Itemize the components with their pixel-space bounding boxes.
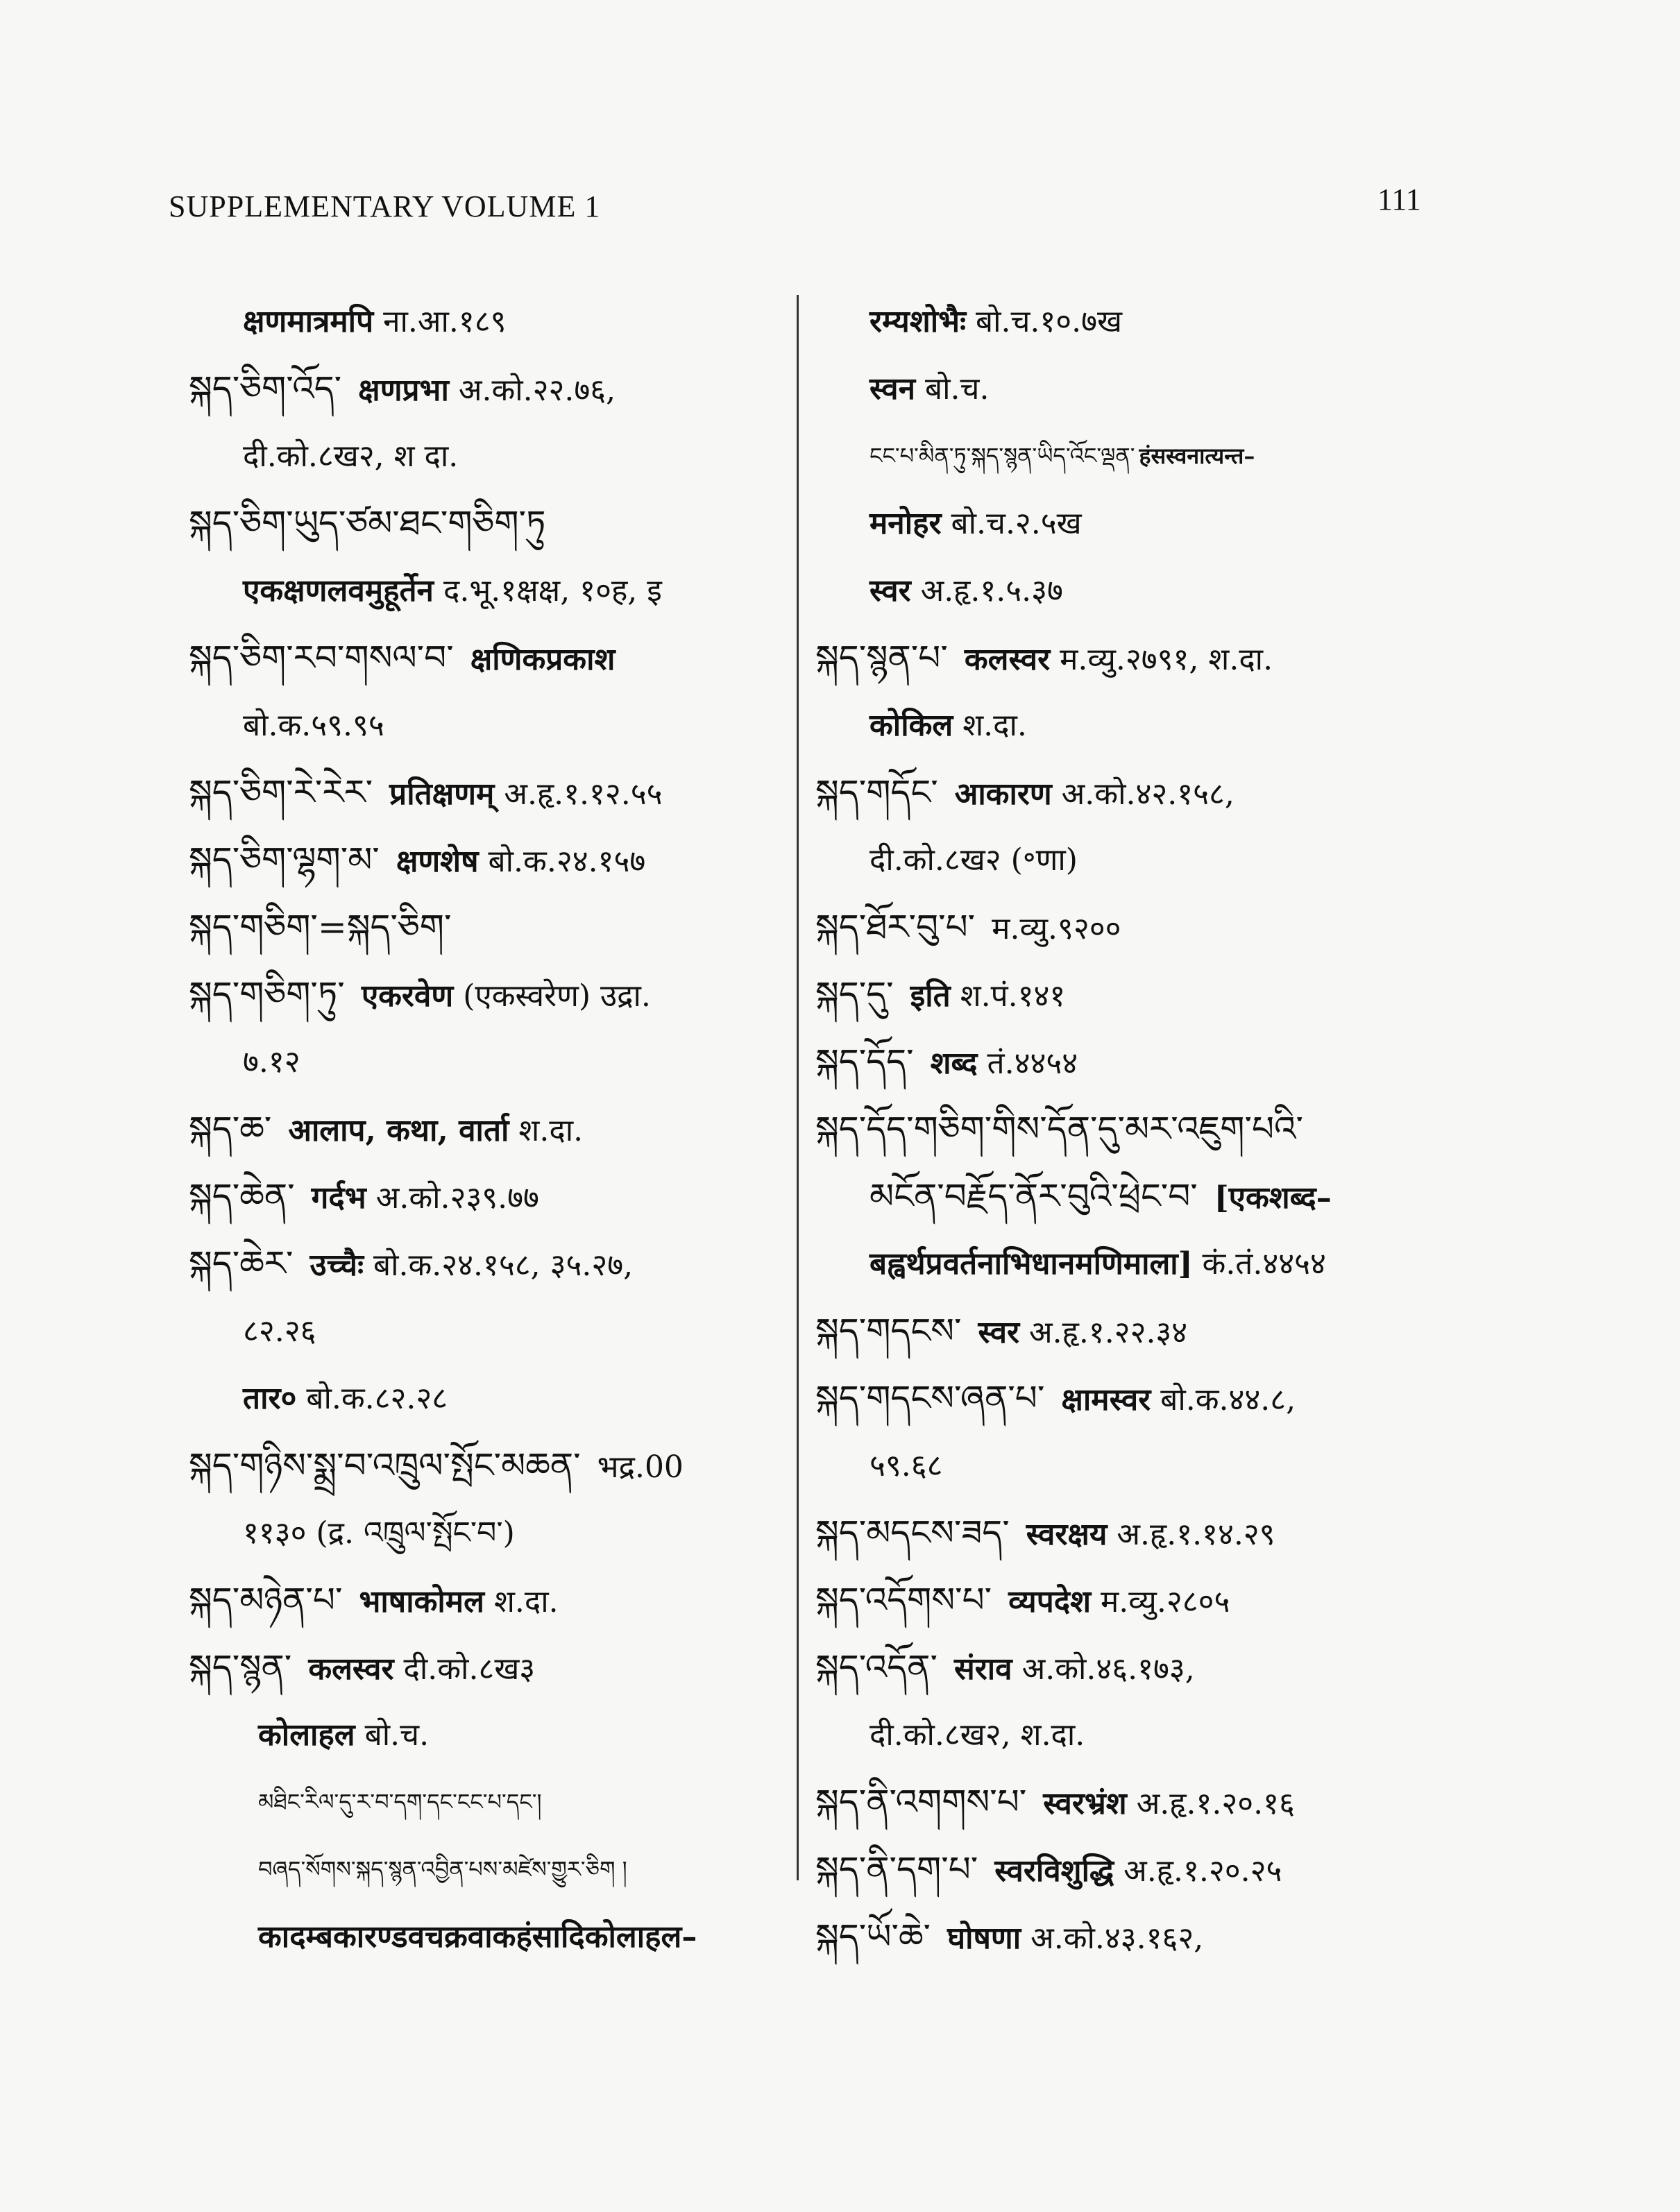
entry-line: [189, 1298, 786, 1365]
entry-line: [189, 1499, 786, 1567]
sanskrit-equivalent: हंसस्वनात्यन्त–: [1139, 443, 1255, 469]
tibetan-headword: སྐད་ཅིག་རེ་རེར་: [189, 772, 373, 813]
entry-line: [189, 1432, 786, 1499]
reference: अ.हृ.१.५.३७: [920, 573, 1063, 609]
entry-line: [189, 557, 786, 624]
sanskrit-equivalent: शब्द: [930, 1046, 978, 1081]
reference: तं.४४५४: [987, 1046, 1078, 1081]
entry-line: [815, 557, 1509, 624]
tibetan-headword: མངོན་བརྗོད་ནོར་བུའི་ཕྲེང་བ་: [869, 1176, 1198, 1216]
entry-line: [189, 624, 786, 692]
entry-line: [815, 1096, 1509, 1163]
entry-line: [815, 1903, 1509, 1971]
column-divider: [797, 295, 799, 1880]
reference: (एकस्वरेण) उद्रा.: [463, 978, 651, 1014]
sanskrit-equivalent: क्षणमात्रमपि: [243, 304, 374, 339]
sanskrit-equivalent: कलस्वर: [308, 1651, 394, 1687]
tibetan-headword: སྐད་ནི་འགགས་པ་: [815, 1782, 1027, 1822]
tibetan-headword: སྐད་གཅིག་=སྐད་ཅིག་: [189, 907, 452, 947]
entry-line: [189, 759, 786, 826]
entry-line: [189, 1365, 786, 1432]
entry-line: [189, 490, 786, 557]
entry-line: [189, 894, 786, 961]
entry-line: [815, 1836, 1509, 1903]
entry-line: [815, 490, 1509, 557]
entry-line: [189, 1634, 786, 1701]
sanskrit-equivalent: उच्चैः: [309, 1248, 364, 1283]
entry-line: [189, 1028, 786, 1096]
reference: भद्र.00: [597, 1449, 684, 1485]
sanskrit-equivalent: स्वर: [978, 1315, 1020, 1350]
sanskrit-equivalent: [एकशब्द–: [1214, 1180, 1332, 1216]
tibetan-headword: སྐད་ཅིག་འོད་: [189, 368, 342, 409]
sanskrit-equivalent: स्वरविशुद्धि: [994, 1853, 1114, 1889]
entry-line: [815, 894, 1509, 961]
reference: बो.च.: [364, 1717, 430, 1753]
sanskrit-equivalent: स्वन: [869, 371, 915, 407]
reference: अ.हृ.१.२२.३४: [1029, 1315, 1188, 1350]
sanskrit-equivalent: आकारण: [954, 776, 1052, 812]
entry-line: [815, 759, 1509, 826]
reference: अ.हृ.१.१४.२९: [1117, 1517, 1275, 1552]
reference: दी.को.८ख२ (॰णा): [869, 842, 1078, 878]
reference: म.व्यु.२७९१, श.दा.: [1060, 642, 1273, 677]
reference: अ.को.४२.१५८,: [1061, 776, 1234, 812]
sanskrit-equivalent: इति: [910, 978, 951, 1014]
reference: ११३० (द्र. འཁྲུལ་སྤོང་བ་): [243, 1515, 515, 1551]
reference: बो.क.८२.२८: [306, 1381, 448, 1416]
tibetan-headword: སྐད་མདངས་ཟད་: [815, 1513, 1010, 1553]
tibetan-headword: སྐད་ཅིག་ལྷག་མ་: [189, 840, 380, 880]
entry-line: [815, 1567, 1509, 1634]
page-number: 111: [1377, 182, 1421, 216]
entry-line: [815, 1365, 1509, 1432]
sanskrit-equivalent: क्षणशेष: [396, 844, 479, 879]
right-column: [815, 288, 1509, 1971]
reference: कं.तं.४४५४: [1202, 1246, 1326, 1282]
running-head: SUPPLEMENTARY VOLUME 1: [169, 189, 601, 223]
sanskrit-equivalent: स्वरक्षय: [1026, 1517, 1108, 1552]
entry-line: [189, 1701, 786, 1769]
sanskrit-equivalent: व्यपदेश: [1008, 1584, 1091, 1619]
reference: श.पं.१४१: [960, 978, 1066, 1014]
entry-line: [815, 961, 1509, 1028]
sanskrit-equivalent: गर्दभ: [311, 1180, 366, 1216]
reference: མཐིང་རིལ་དུ་ར་བ་དག་དང་ངང་པ་དང་།: [258, 1789, 542, 1815]
sanskrit-equivalent: एकक्षणलवमुहूर्तेन: [243, 573, 434, 609]
reference: बो.क.२४.१५८, ३५.२७,: [373, 1248, 634, 1283]
sanskrit-equivalent: बह्वर्थप्रवर्तनाभिधानमणिमाला]: [869, 1246, 1193, 1282]
reference: श.दा.: [493, 1584, 559, 1619]
tibetan-headword: སྐད་གདངས་: [815, 1311, 962, 1351]
reference: अ.को.४६.१७३,: [1021, 1651, 1195, 1687]
entry-line: [815, 1499, 1509, 1567]
reference: बो.च.१०.७ख: [975, 304, 1123, 339]
tibetan-headword: སྐད་ཆེན་: [189, 1176, 295, 1216]
tibetan-headword: སྐད་ཡོ་ཆེ་: [815, 1916, 931, 1957]
sanskrit-equivalent: क्षामस्वर: [1061, 1382, 1151, 1418]
sanskrit-equivalent: प्रतिक्षणम्: [389, 776, 495, 812]
tibetan-headword: སྐད་གདངས་ཞན་པ་: [815, 1378, 1045, 1418]
left-column: [189, 288, 786, 1971]
sanskrit-equivalent: क्षणिकप्रकाश: [470, 642, 616, 677]
sanskrit-equivalent: कोलाहल: [258, 1717, 355, 1753]
reference: བཞད་སོགས་སྐད་སྙན་འབྱིན་པས་མཛེས་གྱུར་ཅིག །: [258, 1856, 627, 1882]
entry-line: [189, 1836, 786, 1903]
tibetan-headword: སྐད་མཉེན་པ་: [189, 1580, 343, 1620]
reference: अ.को.२२.७६,: [458, 373, 616, 408]
sanskrit-equivalent: क्षणप्रभा: [358, 373, 449, 408]
reference: म.व्यु.२८०५: [1101, 1584, 1230, 1619]
sanskrit-equivalent: संराव: [954, 1651, 1012, 1687]
reference: अ.हृ.१.२०.२५: [1123, 1853, 1282, 1889]
entry-line: [189, 288, 786, 355]
entry-line: [815, 423, 1509, 490]
entry-line: [815, 1028, 1509, 1096]
entry-line: [189, 355, 786, 423]
reference: श.दा.: [962, 708, 1027, 743]
reference: दी.को.८ख२, श.दा.: [869, 1717, 1085, 1753]
tibetan-headword: སྐད་དོད་: [815, 1041, 914, 1082]
entry-line: [189, 1903, 786, 1971]
reference: बो.क.२४.१५७: [488, 844, 646, 879]
reference: बो.च.: [925, 371, 990, 407]
entry-line: [815, 355, 1509, 423]
reference: दी.को.८ख३: [403, 1651, 536, 1687]
entry-line: [815, 1163, 1509, 1230]
entry-line: [189, 1769, 786, 1836]
reference: ངང་པ་མིན་ཏུ་སྐད་སྙན་ཡིད་འོང་ལྡན་: [869, 443, 1135, 469]
entry-line: [189, 826, 786, 894]
tibetan-headword: སྐད་གདོང་: [815, 772, 938, 813]
tibetan-headword: སྐད་འདོགས་པ་: [815, 1580, 992, 1620]
entry-line: [189, 961, 786, 1028]
sanskrit-equivalent: भाषाकोमल: [359, 1584, 484, 1619]
entry-line: [815, 1230, 1509, 1298]
reference: ५९.६८: [869, 1448, 943, 1483]
entry-line: [815, 1769, 1509, 1836]
tibetan-headword: སྐད་ནི་དག་པ་: [815, 1849, 978, 1889]
sanskrit-equivalent: आलाप, कथा, वार्ता: [288, 1113, 509, 1148]
sanskrit-equivalent: कोकिल: [869, 708, 953, 743]
sanskrit-equivalent: तार०: [243, 1381, 297, 1416]
sanskrit-equivalent: स्वर: [869, 573, 911, 609]
entry-line: [815, 624, 1509, 692]
sanskrit-equivalent: घोषणा: [947, 1921, 1021, 1956]
tibetan-headword: སྐད་དུ་: [815, 974, 894, 1014]
sanskrit-equivalent: मनोहर: [869, 506, 942, 541]
sanskrit-equivalent: रम्यशोभैः: [869, 304, 966, 339]
entry-line: [815, 692, 1509, 759]
reference: ना.आ.१८९: [383, 304, 507, 339]
tibetan-headword: སྐད་ཆ་: [189, 1109, 272, 1149]
tibetan-headword: སྐད་འདོན་: [815, 1647, 937, 1687]
reference: श.दा.: [518, 1113, 584, 1148]
tibetan-headword: སྐད་ཐོར་བུ་པ་: [815, 907, 976, 947]
sanskrit-equivalent: एकरवेण: [361, 978, 454, 1014]
entry-line: [189, 1230, 786, 1298]
tibetan-headword: སྐད་གཅིག་ཏུ་: [189, 974, 345, 1014]
reference: बो.क.४४.८,: [1160, 1382, 1296, 1418]
reference: अ.हृ.१.१२.५५: [504, 776, 663, 812]
entry-line: [815, 1432, 1509, 1499]
entry-line: [189, 1096, 786, 1163]
reference: ७.१२: [243, 1044, 300, 1080]
entry-line: [189, 423, 786, 490]
entry-line: [189, 1163, 786, 1230]
entry-line: [815, 1701, 1509, 1769]
tibetan-headword: སྐད་ཅིག་ཡུད་ཙམ་ཐང་གཅིག་ཏུ: [189, 503, 546, 543]
reference: अ.हृ.१.२०.१६: [1136, 1786, 1295, 1821]
entry-line: [815, 826, 1509, 894]
entry-line: [815, 1634, 1509, 1701]
tibetan-headword: སྐད་སྙན་པ་: [815, 638, 948, 678]
reference: बो.च.२.५ख: [951, 506, 1082, 541]
entry-line: [815, 288, 1509, 355]
reference: म.व्यु.९२००: [992, 911, 1121, 946]
reference: दी.को.८ख२, श दा.: [243, 439, 459, 474]
tibetan-headword: སྐད་གཉིས་སྨྲ་བ་འཁྲུལ་སྤོང་མཆན་: [189, 1445, 581, 1486]
sanskrit-equivalent: स्वरभ्रंश: [1043, 1786, 1127, 1821]
tibetan-headword: སྐད་ཆེར་: [189, 1243, 294, 1284]
reference: ८२.२६: [243, 1313, 316, 1349]
reference: बो.क.५९.९५: [243, 708, 384, 743]
entry-line: [815, 1298, 1509, 1365]
reference: अ.को.२३९.७७: [375, 1180, 539, 1216]
sanskrit-equivalent: कलस्वर: [964, 642, 1051, 677]
entry-line: [189, 692, 786, 759]
tibetan-headword: སྐད་ཅིག་རབ་གསལ་བ་: [189, 638, 454, 678]
sanskrit-equivalent: कादम्बकारण्डवचक्रवाकहंसादिकोलाहल–: [258, 1919, 697, 1955]
entry-line: [189, 1567, 786, 1634]
reference: द.भू.१क्षक्ष, १०ह, इ: [443, 573, 662, 609]
reference: अ.को.४३.१६२,: [1030, 1921, 1204, 1956]
tibetan-headword: སྐད་སྙན་: [189, 1647, 292, 1687]
tibetan-headword: སྐད་དོད་གཅིག་གིས་དོན་དུ་མར་འཇུག་པའི་: [815, 1109, 1303, 1149]
